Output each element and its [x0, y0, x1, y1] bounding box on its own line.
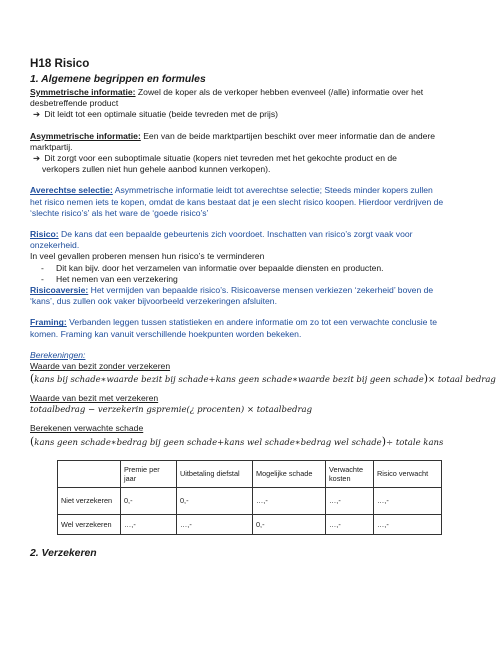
table-header-cell: Uitbetaling diefstal [177, 460, 253, 487]
sym-paragraph [30, 87, 444, 109]
formula1-label: Waarde van bezit zonder verzekeren [30, 361, 171, 372]
formula3-body: kans geen schade∗bedrag bij geen schade+kans wel schade∗bedrag wel schade [34, 437, 382, 448]
formula2: totaalbedrag − verzekerin gspremie(¿ procenten) × totaalbedrag [30, 405, 313, 416]
table-row [58, 487, 442, 514]
sym-arrow-text: Dit leidt tot een optimale situatie (beide tevreden met de prijs) [44, 109, 278, 120]
averechts-text: Asymmetrische informatie leidt tot averechtse selectie; Steeds minder kopers zullen het risico nemen iets te kopen, omdat de kans bestaat dat je een slecht risico koopen. Hierdoor verdrijven de ‘slechte risico’s’ als het ware de ‘goede risico’s’ [30, 185, 444, 218]
list-item: - Dit kan bijv. door het verzamelen van informatie over bepaalde diensten en producten. [56, 263, 444, 274]
table-header-cell: Verwachte kosten [326, 460, 374, 487]
formula1: (kans bij schade∗waarde bezit bij schade+kans geen schade∗waarde bezit bij geen schade)× totaal bedrag [30, 372, 496, 386]
averechts-term: Averechtse selectie: [30, 185, 113, 196]
formula1-tail: × totaal bedrag [428, 375, 496, 386]
aversie-term: Risicoaversie: [30, 285, 89, 296]
data-table [57, 460, 442, 535]
sym-text: Zowel de koper als de verkoper hebben evenveel (/alle) informatie over het desbetreffende product [30, 87, 424, 109]
formula2-label: Waarde van bezit met verzekeren [30, 393, 159, 404]
table-header-cell: Premie per jaar [121, 460, 177, 487]
risico-list [30, 263, 444, 285]
table-header-cell: Mogelijke schade [253, 460, 326, 487]
table-cell: Niet verzekeren [58, 487, 121, 514]
section-heading-2: 2. Verzekeren [30, 547, 97, 559]
asym-arrow-text: Dit zorgt voor een suboptimale situatie (kopers niet tevreden met het gekochte product en de verkopers zullen niet hun gehele aanbod kunnen verkopen). [42, 153, 397, 175]
formula3: (kans geen schade∗bedrag bij geen schade+kans wel schade∗bedrag wel schade)÷ totale kans [30, 434, 444, 448]
averechts-paragraph [30, 185, 444, 219]
table-cell: …,- [374, 514, 442, 534]
table-cell: …,- [253, 487, 326, 514]
asym-text: Een van de beide marktpartijen beschikt over meer informatie dan de andere marktpartij. [30, 130, 436, 152]
table-cell: …,- [374, 487, 442, 514]
framing-paragraph [30, 317, 444, 339]
table-cell: Wel verzekeren [58, 514, 121, 534]
formula3-label: Berekenen verwachte schade [30, 423, 144, 434]
list-item: - Het nemen van een verzekering [56, 274, 444, 285]
framing-term: Framing: [30, 317, 67, 328]
aversie-text: Het vermijden van bepaalde risico’s. Risicoaverse mensen verkiezen ‘zekerheid’ boven de ‘kans’, dus zullen ook vaker bijvoorbeeld verzekeringen afsluiten. [30, 285, 434, 307]
table-cell: …,- [121, 514, 177, 534]
page-title: H18 Risico [30, 57, 90, 70]
section-heading-1: 1. Algemene begrippen en formules [30, 74, 206, 85]
risico-paragraph [30, 229, 444, 251]
table-cell: 0,- [177, 487, 253, 514]
berekeningen-heading: Berekeningen: [30, 349, 86, 360]
table-cell: 0,- [253, 514, 326, 534]
aversie-paragraph [30, 285, 444, 307]
sym-term: Symmetrische informatie: [30, 87, 136, 97]
risico-text: De kans dat een bepaalde gebeurtenis zich voordoet. Inschatten van risico’s zorgt vaak voor onzekerheid. [30, 229, 413, 251]
table-cell: …,- [177, 514, 253, 534]
table-cell: …,- [326, 514, 374, 534]
asym-term: Asymmetrische informatie: [30, 130, 141, 141]
table-cell: 0,- [121, 487, 177, 514]
formula3-tail: ÷ totale kans [386, 437, 444, 448]
table-cell: …,- [326, 487, 374, 514]
framing-text: Verbanden leggen tussen statistieken en andere informatie om zo tot een verwachte conclusie te komen. Framing kan vanuit verschillende hoekpunten worden bekeken. [30, 317, 438, 339]
risico-term: Risico: [30, 229, 59, 240]
arrow-icon: ➔ [33, 153, 41, 164]
formula1-body: kans bij schade∗waarde bezit bij schade+kans geen schade∗waarde bezit bij geen schade [34, 375, 424, 386]
table-header-cell [58, 460, 121, 487]
table-row [58, 514, 442, 534]
risico-line2: In veel gevallen proberen mensen hun risico’s te verminderen [30, 251, 265, 262]
asym-paragraph [30, 131, 444, 153]
arrow-icon: ➔ [33, 109, 41, 120]
asym-arrow-item [30, 153, 444, 175]
sym-arrow-item [30, 109, 444, 120]
table-header-row [58, 460, 442, 487]
table-header-cell: Risico verwacht [374, 460, 442, 487]
